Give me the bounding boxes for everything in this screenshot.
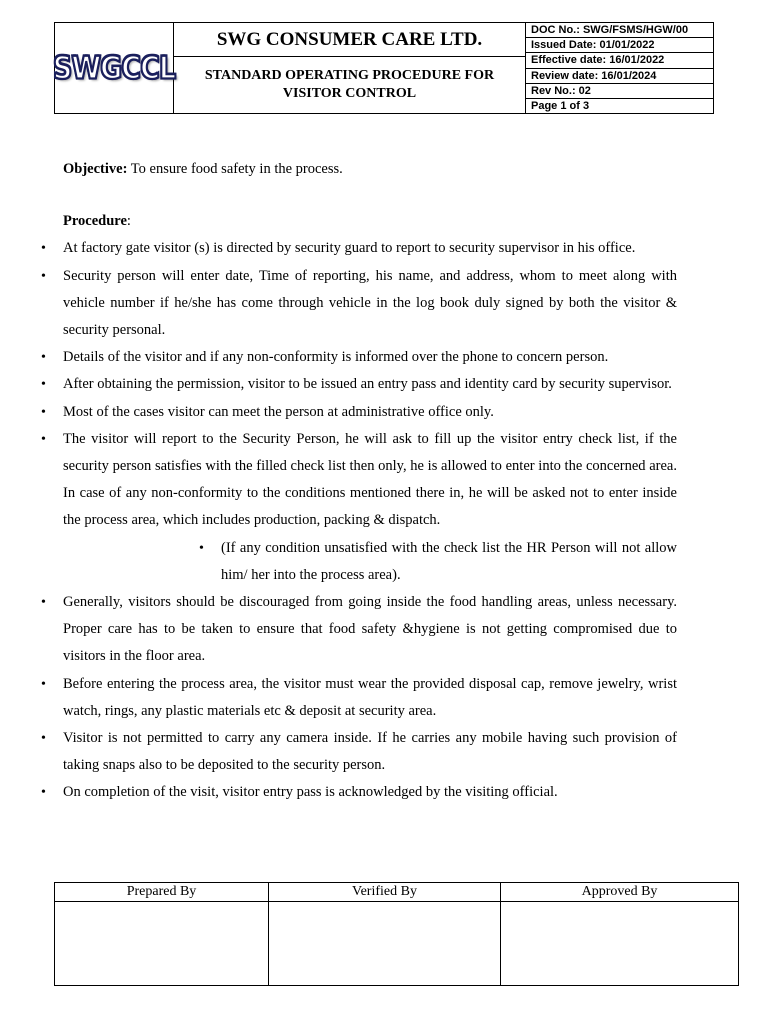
list-item: • Security person will enter date, Time of reporting, his name, and address, whom to meet along with vehicle number if he/she has come through vehicle in the log book duly signed by both the visitor & security personal. xyxy=(41,263,677,345)
list-item: • Generally, visitors should be discouraged from going inside the food handling areas, unless necessary. Proper care has to be taken to ensure that food safety &hygiene is not getting compromised due to visitors in the floor area. xyxy=(41,589,677,671)
signature-table xyxy=(54,882,739,986)
sop-title-line2: VISITOR CONTROL xyxy=(282,86,417,101)
company-logo: SWGCCL xyxy=(52,50,176,86)
issued-date: Issued Date: 01/01/2022 xyxy=(526,38,713,53)
prepared-by-header: Prepared By xyxy=(55,883,269,902)
list-item: • Before entering the process area, the visitor must wear the provided disposal cap, remove jewelry, wrist watch, rings, any plastic materials etc & deposit at security area. xyxy=(41,671,677,725)
sop-title xyxy=(174,57,525,113)
approved-by-header: Approved By xyxy=(501,883,739,902)
effective-date: Effective date: 16/01/2022 xyxy=(526,53,713,68)
sop-title-line1: STANDARD OPERATING PROCEDURE FOR xyxy=(204,68,495,83)
title-cell xyxy=(174,23,526,113)
document-body xyxy=(41,156,677,807)
page-number: Page 1 of 3 xyxy=(531,99,590,112)
objective-label: Objective: xyxy=(63,161,128,177)
list-item: • After obtaining the permission, visitor to be issued an entry pass and identity card by security supervisor. xyxy=(41,371,677,398)
objective xyxy=(63,156,677,183)
procedure-colon: : xyxy=(126,213,131,230)
logo-cell xyxy=(52,23,176,113)
verified-by-header: Verified By xyxy=(269,883,501,902)
procedure-list xyxy=(41,235,677,534)
list-item: • Visitor is not permitted to carry any camera inside. If he carries any mobile having such provision of taking snaps also to be deposited to the security person. xyxy=(41,725,677,779)
revision-number: Rev No.: 02 xyxy=(526,84,713,99)
objective-text: To ensure food safety in the process. xyxy=(127,161,343,177)
doc-number: DOC No.: SWG/FSMS/HGW/00 xyxy=(526,23,713,38)
procedure-heading xyxy=(63,208,677,235)
list-item: • At factory gate visitor (s) is directed by security guard to report to security supervisor in his office. xyxy=(41,235,677,262)
list-item: • Details of the visitor and if any non-conformity is informed over the phone to concern person. xyxy=(41,344,677,371)
approved-by-signature xyxy=(501,902,739,986)
verified-by-signature xyxy=(269,902,501,986)
sub-list-item: • (If any condition unsatisfied with the check list the HR Person will not allow him/ her into the process area). xyxy=(199,535,677,589)
prepared-by-signature xyxy=(55,902,269,986)
list-item: • Most of the cases visitor can meet the person at administrative office only. xyxy=(41,399,677,426)
document-meta xyxy=(526,23,713,113)
list-item: • On completion of the visit, visitor entry pass is acknowledged by the visiting official. xyxy=(41,779,677,806)
company-name: SWG CONSUMER CARE LTD. xyxy=(174,23,525,57)
list-item: • The visitor will report to the Security Person, he will ask to fill up the visitor entry check list, if the security person satisfies with the filled check list then only, he is allowed to enter into the concerned area. In case of any non-conformity to the conditions mentioned there in, he will be asked not to enter inside the process area, which includes production, packing & dispatch. xyxy=(41,426,677,535)
procedure-list-continued xyxy=(41,589,677,807)
procedure-label: Procedure xyxy=(63,213,127,230)
review-date: Review date: 16/01/2024 xyxy=(526,69,713,84)
document-header xyxy=(54,22,714,114)
